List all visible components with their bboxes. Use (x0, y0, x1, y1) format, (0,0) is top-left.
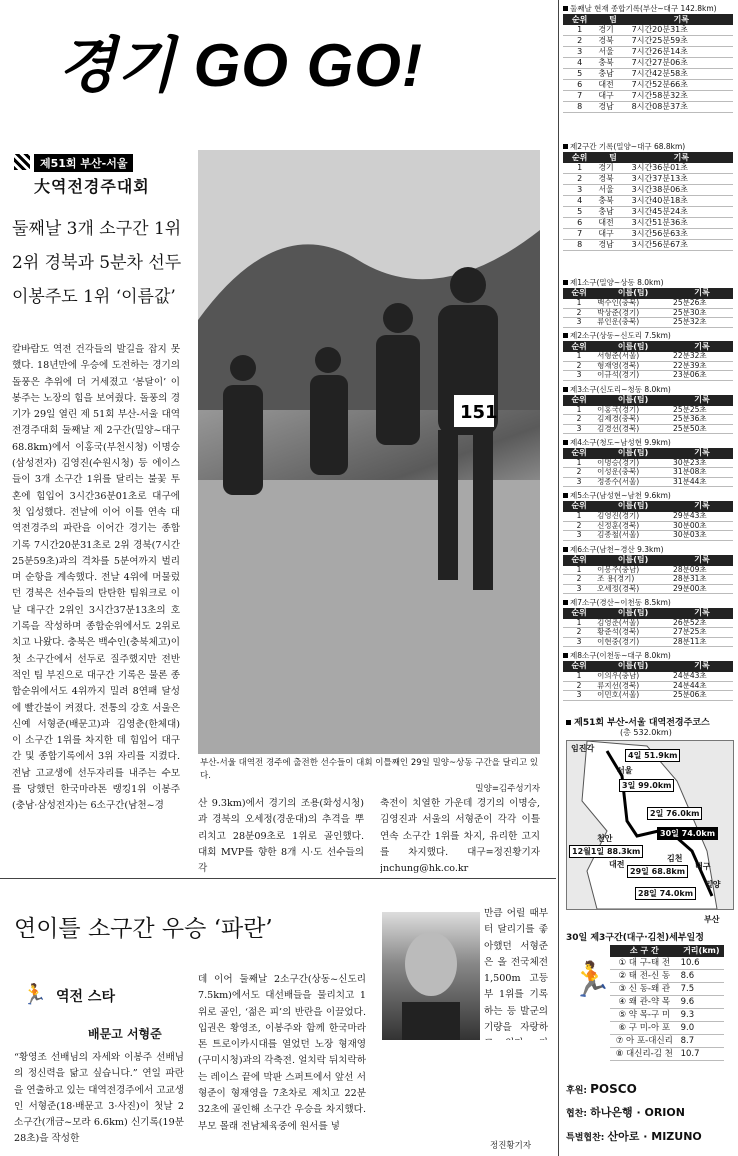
table-cell: 이의우(충남) (595, 672, 671, 681)
day-29: 29일 68.8km (627, 865, 688, 878)
table-cell: 1 (563, 25, 596, 36)
runners-photo (198, 150, 540, 754)
table-cell: 대전 (596, 80, 629, 91)
table-row (563, 468, 733, 478)
substage-header: 기록 (671, 395, 733, 406)
table-cell: 25분06초 (671, 691, 733, 701)
substage-caption: 제5소구(남성현~남천 9.6km) (563, 491, 733, 501)
substage-table-2 (563, 331, 733, 381)
table-row (563, 25, 733, 36)
substage-caption: 제2소구(상동~신도리 7.5km) (563, 331, 733, 341)
sponsor-line-2: 협찬: 하나은행 · ORION (566, 1106, 685, 1119)
table-row (610, 970, 724, 983)
table-cell: 이홍국(경기) (595, 406, 671, 415)
table-cell: 26분52초 (671, 619, 733, 628)
table-cell: 3 (563, 477, 595, 487)
substage-caption: 제4소구(청도~남성현 9.9km) (563, 438, 733, 448)
course-map (566, 740, 734, 910)
table-cell: 1 (563, 352, 595, 361)
table-cell: 8 (563, 240, 596, 251)
table-row (563, 80, 733, 91)
table-cell: 3 (563, 47, 596, 58)
event-badge (12, 152, 182, 198)
table-cell: 오세정(경북) (595, 584, 671, 594)
substage-header: 이름(팀) (595, 661, 671, 672)
table-row (610, 1022, 724, 1035)
table-cell: 5 (563, 69, 596, 80)
table-cell: 서울 (596, 47, 629, 58)
table-cell: 이민호(서울) (595, 691, 671, 701)
table-cell: 3 (563, 371, 595, 381)
standings-caption: 둘째날 현재 종합기록(부산~대구 142.8km) (563, 4, 733, 14)
table-cell: 7시간58분32초 (630, 91, 733, 102)
table-cell: ⑦ 아 포-대신리 (610, 1035, 679, 1048)
table-cell: ③ 신 동-왜 관 (610, 983, 679, 996)
table-cell: 경기 (596, 163, 629, 174)
runner-figure-icon: 🏃 (570, 960, 613, 1000)
substage-table-7 (563, 598, 733, 648)
table-cell: 경남 (596, 102, 629, 113)
table-cell: 조 용(경기) (595, 575, 671, 585)
table-row (563, 628, 733, 638)
feature-title: 연이틀 소구간 우승 ‘파란’ (14, 916, 273, 942)
series-logo (22, 982, 172, 1012)
table-row (563, 91, 733, 102)
table-cell: 9.3 (679, 1009, 724, 1022)
substage-caption: 제7소구(경산~이천동 8.5km) (563, 598, 733, 608)
table-cell: 경북 (596, 36, 629, 47)
table-cell: 3 (563, 691, 595, 701)
event-name: 大역전경주대회 (34, 177, 150, 196)
table-cell: 3시간56분63초 (630, 229, 733, 240)
table-cell: 3 (563, 584, 595, 594)
table-cell: 대구 (596, 229, 629, 240)
table-cell: 25분50초 (671, 424, 733, 434)
substage-header: 순위 (563, 288, 595, 299)
bib-number: 151 (460, 402, 498, 423)
standings-header: 기록 (630, 14, 733, 25)
table-cell: 1 (563, 512, 595, 521)
table-cell: 24분44초 (671, 681, 733, 691)
table-cell: 28분31초 (671, 575, 733, 585)
table-row (563, 102, 733, 113)
city-imjin: 임진각 (571, 744, 595, 753)
feature-column-2: 데 이어 둘째날 2소구간(상동~신도리 7.5km)에서도 대선배들을 물리치고 1위로 골인, ‘젊은 피’의 반란을 이끌었다. 입권은 황영조, 이봉주와 함께 한국마라톤 트로이카시대를 열었던 노장 형재영(구미시청)과의 각축전. 얼치락 뒤치락하는 레이스 끝에 막판 스퍼트에서 앞선 서형준이 형재영을 7초차로 제치고 22분32초에 골인해 소구간 우승을 차지했다. 부모 몰래 전남체육중에 원서를 넣 (198, 974, 366, 1132)
photo-caption (200, 757, 540, 796)
table-cell: 3시간36분01초 (630, 163, 733, 174)
substage-header: 순위 (563, 501, 595, 512)
table-cell: 경북 (596, 174, 629, 185)
substage-table-3 (563, 385, 733, 435)
table-row (563, 69, 733, 80)
segments-header: 거리(km) (679, 945, 724, 957)
event-edition: 제51회 부산-서울 (34, 154, 133, 172)
table-cell: 이봉주(충남) (595, 566, 671, 575)
table-cell: 3시간38분06초 (630, 185, 733, 196)
substage-table-6 (563, 545, 733, 595)
table-row (610, 1009, 724, 1022)
substage-header: 기록 (671, 288, 733, 299)
table-row (563, 308, 733, 318)
table-cell: 2 (563, 628, 595, 638)
table-cell: 1 (563, 299, 595, 308)
table-row (563, 174, 733, 185)
stage2-header: 순위 (563, 152, 596, 163)
stage2-header: 기록 (630, 152, 733, 163)
table-cell: 3 (563, 318, 595, 328)
table-cell: 22분39초 (671, 361, 733, 371)
stage2-header: 팀 (596, 152, 629, 163)
table-row (563, 459, 733, 468)
segments-caption: 30일 제3구간(대구·김천)세부일정 (566, 933, 704, 943)
table-row (563, 521, 733, 531)
substage-header: 이름(팀) (595, 501, 671, 512)
table-cell: 7시간27분06초 (630, 58, 733, 69)
table-cell: ⑥ 구 미-아 포 (610, 1022, 679, 1035)
table-cell: 10.6 (679, 957, 724, 970)
headline-line-2: 2위 경북과 5분차 선두 (12, 253, 182, 273)
substage-header: 이름(팀) (595, 555, 671, 566)
substage-header: 순위 (563, 661, 595, 672)
table-cell: 7시간52분66초 (630, 80, 733, 91)
table-cell: 9.6 (679, 996, 724, 1009)
city-daegu: 대구 (695, 862, 711, 871)
table-cell: 29분43초 (671, 512, 733, 521)
table-row (563, 477, 733, 487)
runners-illustration (198, 150, 540, 754)
sponsor-line-3: 특별협찬: 산아로 · MIZUNO (566, 1130, 702, 1143)
table-cell: 3시간56분67초 (630, 240, 733, 251)
feature-column-3a: 만큼 어릴 때부터 달리기를 좋아했던 서형준은 올 전국체전 1,500m 고등부 1위를 기록하는 등 발군의 기량을 자랑하 (484, 908, 548, 1034)
city-miryang: 밀양 (705, 880, 721, 889)
table-cell: 신정훈(경북) (595, 521, 671, 531)
substage-header: 이름(팀) (595, 288, 671, 299)
table-cell: 10.7 (679, 1048, 724, 1061)
table-cell: 3시간45분24초 (630, 207, 733, 218)
stage2-table (563, 142, 733, 251)
table-cell: 1 (563, 406, 595, 415)
headline-line-3: 이봉주도 1위 ‘이름값’ (12, 287, 176, 307)
table-cell: 이성운(충북) (595, 468, 671, 478)
table-row (563, 58, 733, 69)
article-column-1: 칼바람도 역전 건각들의 발길을 잡지 못했다. 18년만에 우승에 도전하는 경기의 돌풍은 추위에 더 거세졌고 ‘봉달이’ 이봉주는 노장의 힘을 보여줬다. 돌풍의 경기가 29일 열린 제 51회 부산-서울 대역전경주대회 둘째날 제 2구간(밀양~대구 68.8km)에서 이홍국(부천시청) 이명승(삼성전자) 김영진(수원시청) 등 에이스들이 3개 소구간 1위를 달리는 불꽃 투혼에 힘입어 3시간36분01초로 대구에 첫 입성했다. 전날에 이어 이틀 연속 대역전경주의 파란을 이어간 경기는 종합기록 7시간20분31초로 2위 경북(7시간25분59초)과의 격차를 5분여까지 벌리며 순항을 계속했다. 전날 4위에 머물렀던 경북은 선수들의 탄탄한 팀워크로 이날 대구간 2위인 3시간37분13초의 호기록을 작성하며 종합순위에서도 2위로 치고 나왔다. 충북은 백수인(충북체고)이 첫 소구간에서 선두로 질주했지만 전반적인 팀 부진으로 대구간 기록은 물론 종합순위에서도 4위까지 밀려 8연패 달성에 빨간불이 켜졌다. 전통의 강호 서울은 신예 서형준(배문고)과 김영춘(한체대)이 소구간 1위를 차지한 데 힘입어 대구간 및 종합기록에서 3위 자리를 지켰다. 전남 고교생에 선두자리를 내주는 수모를 당했던 한국마라톤 랭킹1위 이봉주(충남·삼성전자)는 6소구간(남천~경 (12, 344, 180, 812)
table-cell: 2 (563, 308, 595, 318)
table-cell: 형재영(경북) (595, 361, 671, 371)
table-row (563, 352, 733, 361)
table-cell: 류지선(경북) (595, 681, 671, 691)
table-cell: 2 (563, 681, 595, 691)
table-cell: 25분26초 (671, 299, 733, 308)
table-row (610, 996, 724, 1009)
table-cell: 충북 (596, 196, 629, 207)
section-divider (0, 878, 556, 879)
table-cell: 대구 (596, 91, 629, 102)
table-cell: 2 (563, 174, 596, 185)
table-row (563, 512, 733, 521)
table-cell: 25분36초 (671, 415, 733, 425)
table-cell: 29분00초 (671, 584, 733, 594)
feature-credit: 정진황기자 (490, 1141, 532, 1151)
table-row (563, 584, 733, 594)
table-cell: 23분06초 (671, 371, 733, 381)
photo-caption-text: 부산-서울 대역전 경주에 출전한 선수들이 대회 이틀째인 29일 밀양~상동 구간을 달리고 있다. (200, 758, 539, 781)
table-cell: 2 (563, 575, 595, 585)
table-cell: 정종수(서울) (595, 477, 671, 487)
article-column-2: 산 9.3km)에서 경기의 조용(화성시청)과 경북의 오세정(경운대)의 추격을 뿌리치고 28분09초로 1위로 골인했다. 대회 MVP를 향한 8개 시·도 선수들의 각 (198, 798, 364, 875)
table-row (563, 406, 733, 415)
table-row (563, 371, 733, 381)
substage-header: 이름(팀) (595, 448, 671, 459)
table-row (563, 36, 733, 47)
substage-header: 순위 (563, 448, 595, 459)
substage-header: 기록 (671, 341, 733, 352)
table-cell: 30분00초 (671, 521, 733, 531)
table-cell: 6 (563, 80, 596, 91)
portrait-illustration (382, 912, 480, 1040)
table-cell: ⑧ 대신리-김 천 (610, 1048, 679, 1061)
table-row (563, 163, 733, 174)
day-2: 2일 76.0km (647, 807, 702, 820)
page-title: 경기 GO GO! (58, 32, 423, 99)
day-1: 12월1일 88.3km (569, 845, 643, 858)
substage-table-5 (563, 491, 733, 541)
table-cell: 7 (563, 91, 596, 102)
table-cell: 4 (563, 196, 596, 207)
table-cell: 백수인(충북) (595, 299, 671, 308)
table-cell: 1 (563, 619, 595, 628)
table-cell: 5 (563, 207, 596, 218)
series-name: 역전 스타 (56, 989, 115, 1005)
table-cell: 이규석(경기) (595, 371, 671, 381)
table-cell: 7시간25분59초 (630, 36, 733, 47)
table-cell: ② 태 전-신 동 (610, 970, 679, 983)
substage-header: 순위 (563, 395, 595, 406)
table-cell: 8.7 (679, 1035, 724, 1048)
table-cell: 서형준(서울) (595, 352, 671, 361)
column-divider (558, 0, 559, 1156)
city-busan: 부산 (704, 915, 720, 924)
table-row (563, 299, 733, 308)
table-cell: 경기 (596, 25, 629, 36)
stage2-caption: 제2구간 기록(밀양~대구 68.8km) (563, 142, 733, 152)
table-row (563, 424, 733, 434)
table-row (563, 672, 733, 681)
table-row (610, 983, 724, 996)
table-cell: 김경선(경북) (595, 424, 671, 434)
table-row (563, 681, 733, 691)
day-30: 30일 74.0km (657, 827, 718, 840)
table-row (563, 575, 733, 585)
table-cell: 7.5 (679, 983, 724, 996)
table-cell: 8.6 (679, 970, 724, 983)
table-row (610, 1048, 724, 1061)
city-daejeon: 대전 (609, 860, 625, 869)
substage-header: 이름(팀) (595, 395, 671, 406)
table-cell: 2 (563, 361, 595, 371)
table-cell: 9.0 (679, 1022, 724, 1035)
portrait-photo (382, 912, 480, 1040)
substage-table-1 (563, 278, 733, 328)
table-row (563, 361, 733, 371)
day-3: 3일 99.0km (619, 779, 674, 792)
table-cell: 24분43초 (671, 672, 733, 681)
table-cell: 김종철(서울) (595, 531, 671, 541)
table-row (563, 566, 733, 575)
table-cell: 25분32초 (671, 318, 733, 328)
table-row (563, 318, 733, 328)
table-row (563, 619, 733, 628)
standings-header: 순위 (563, 14, 596, 25)
substage-header: 기록 (671, 448, 733, 459)
table-cell: 30분23초 (671, 459, 733, 468)
table-row (610, 1035, 724, 1048)
table-cell: 경남 (596, 240, 629, 251)
table-cell: 31분44초 (671, 477, 733, 487)
table-cell: 2 (563, 468, 595, 478)
table-cell: 6 (563, 218, 596, 229)
table-cell: 서울 (596, 185, 629, 196)
sponsor-line-1: 후원: POSCO (566, 1082, 637, 1096)
standings-header: 팀 (596, 14, 629, 25)
table-cell: 7 (563, 229, 596, 240)
table-row (563, 637, 733, 647)
table-cell: 22분32초 (671, 352, 733, 361)
substage-header: 기록 (671, 608, 733, 619)
table-row (563, 196, 733, 207)
table-row (563, 185, 733, 196)
standings-table (563, 4, 733, 113)
table-cell: 28분09초 (671, 566, 733, 575)
table-cell: 3 (563, 637, 595, 647)
table-cell: 25분25초 (671, 406, 733, 415)
table-row (563, 240, 733, 251)
substage-header: 순위 (563, 341, 595, 352)
table-cell: 김제경(충북) (595, 415, 671, 425)
substage-caption: 제3소구(신도리~청동 8.0km) (563, 385, 733, 395)
table-row (563, 218, 733, 229)
substage-header: 순위 (563, 555, 595, 566)
substage-header: 이름(팀) (595, 608, 671, 619)
table-cell: 충북 (596, 58, 629, 69)
table-cell: ① 대 구-태 전 (610, 957, 679, 970)
table-cell: 1 (563, 163, 596, 174)
photo-credit: 밀양=김주성기자 (475, 784, 540, 794)
feature-column-1: “황영조 선배님의 자세와 이봉주 선배님의 정신력을 닮고 싶습니다.” 연일 파란을 연출하고 있는 대역전경주에서 고교생인 서형준(18·배문고 3·사진)이 첫날 2소구간(개금~모라 6.6km) 신기록(19분28초)을 작성한 (14, 1052, 184, 1145)
table-cell: 2 (563, 36, 596, 47)
table-cell: ④ 왜 관-약 목 (610, 996, 679, 1009)
course-title: 제51회 부산-서울 대역전경주코스 (566, 715, 710, 728)
table-row (563, 229, 733, 240)
table-cell: 27분25초 (671, 628, 733, 638)
segments-header: 소 구 간 (610, 945, 679, 957)
table-cell: 25분30초 (671, 308, 733, 318)
substage-table-4 (563, 438, 733, 488)
table-cell: 3 (563, 531, 595, 541)
table-cell: 3시간51분36초 (630, 218, 733, 229)
table-cell: 3 (563, 424, 595, 434)
table-cell: 4 (563, 58, 596, 69)
headline-line-1: 둘째날 3개 소구간 1위 (12, 219, 182, 239)
substage-caption: 제6소구(남천~경산 9.3km) (563, 545, 733, 555)
table-cell: 황준석(경북) (595, 628, 671, 638)
table-cell: 이명승(경기) (595, 459, 671, 468)
table-cell: 3 (563, 185, 596, 196)
headline (12, 212, 192, 314)
table-cell: 30분03초 (671, 531, 733, 541)
table-cell: 박상준(경기) (595, 308, 671, 318)
table-row (563, 415, 733, 425)
table-cell: 7시간42분58초 (630, 69, 733, 80)
substage-caption: 제1소구(밀양~상동 8.0km) (563, 278, 733, 288)
table-cell: 충남 (596, 207, 629, 218)
table-cell: 대전 (596, 218, 629, 229)
table-row (610, 957, 724, 970)
table-cell: 류인운(충북) (595, 318, 671, 328)
table-cell: 7시간26분14초 (630, 47, 733, 58)
table-cell: ⑤ 약 목-구 미 (610, 1009, 679, 1022)
day-28: 28일 74.0km (635, 887, 696, 900)
table-cell: 31분08초 (671, 468, 733, 478)
substage-header: 기록 (671, 501, 733, 512)
table-cell: 충남 (596, 69, 629, 80)
substage-header: 기록 (671, 661, 733, 672)
table-cell: 28분11초 (671, 637, 733, 647)
table-cell: 1 (563, 566, 595, 575)
article-column-3: 축전이 치열한 가운데 경기의 이명승, 김영진과 서울의 서형준이 각각 이틀 연속 소구간 1위를 차지, 유리한 고지를 차지했다. 대구=정진황기자 jnchung@hk.co.kr (380, 798, 540, 875)
checker-icon (14, 154, 30, 170)
substage-header: 기록 (671, 555, 733, 566)
feature-subject: 배문고 서형준 (88, 1027, 162, 1041)
table-row (563, 691, 733, 701)
table-cell: 7시간20분31초 (630, 25, 733, 36)
city-gimcheon: 김천 (667, 854, 683, 863)
table-cell: 1 (563, 672, 595, 681)
table-row (563, 531, 733, 541)
table-cell: 3시간37분13초 (630, 174, 733, 185)
substage-header: 순위 (563, 608, 595, 619)
table-cell: 김영춘(서울) (595, 619, 671, 628)
substage-table-8 (563, 651, 733, 701)
day-4: 4일 51.9km (625, 749, 680, 762)
table-cell: 3시간40분18초 (630, 196, 733, 207)
city-cheonan: 천안 (597, 834, 613, 843)
course-total: (총 532.0km) (620, 728, 672, 737)
table-cell: 1 (563, 459, 595, 468)
city-seoul: 서울 (617, 766, 633, 775)
table-cell: 2 (563, 415, 595, 425)
substage-caption: 제8소구(이천동~대구 8.0km) (563, 651, 733, 661)
table-cell: 8 (563, 102, 596, 113)
runner-icon: 🏃 (22, 982, 47, 1006)
table-row (563, 207, 733, 218)
table-cell: 김영진(경기) (595, 512, 671, 521)
table-cell: 8시간08분37초 (630, 102, 733, 113)
substage-header: 이름(팀) (595, 341, 671, 352)
table-cell: 이현중(경기) (595, 637, 671, 647)
table-cell: 2 (563, 521, 595, 531)
table-row (563, 47, 733, 58)
